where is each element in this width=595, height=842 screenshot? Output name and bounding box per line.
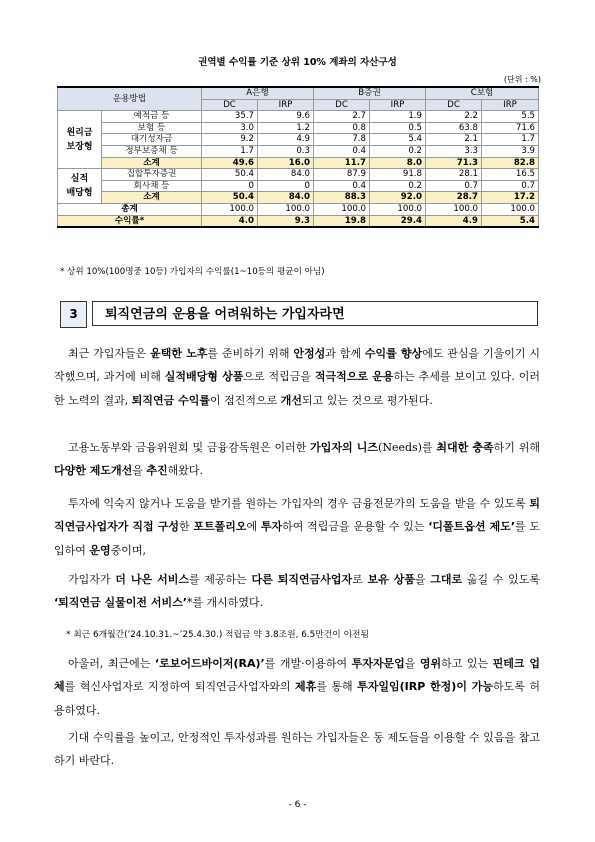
- total-row: [58, 203, 539, 215]
- cell: 3.9: [482, 145, 539, 157]
- cell: 9.3: [258, 215, 314, 227]
- cell: 28.1: [426, 169, 482, 181]
- subheader: DC: [426, 99, 482, 111]
- bold-text: 보유 상품: [367, 573, 415, 586]
- cell: 19.8: [314, 215, 370, 227]
- text: 한: [179, 520, 194, 534]
- cell: 0: [258, 180, 314, 192]
- cell: 100.0: [258, 203, 314, 215]
- bold-text: 다양한 제도개선: [54, 464, 133, 478]
- text: 가입자가: [68, 573, 116, 586]
- subheader: IRP: [370, 99, 426, 111]
- total-label: 총계: [58, 203, 202, 215]
- bold-text: 영위: [419, 657, 442, 670]
- text: 을: [414, 573, 431, 586]
- text: 하는 추세를 보이고 있다. 이러한 노력의 결과,: [54, 370, 540, 407]
- subheader: IRP: [258, 99, 314, 111]
- bold-text: 더 나은 서비스: [115, 573, 189, 586]
- cell: 0.4: [314, 180, 370, 192]
- group-label: 실적 배당형: [66, 174, 93, 199]
- bold-text: 적극적으로 운용: [314, 370, 394, 384]
- paragraph-5: [54, 652, 540, 722]
- text: 하여 적립금을 운용할 수 있는: [282, 520, 429, 534]
- cell: 50.4: [202, 192, 258, 204]
- cell: 84.0: [258, 169, 314, 181]
- cell: 63.8: [426, 122, 482, 134]
- row-label: 보험 등: [102, 122, 202, 134]
- group-label: 원리금 보장형: [66, 127, 93, 152]
- bold-text: 핀테크 업체: [54, 657, 541, 694]
- row-label: 회사채 등: [102, 180, 202, 192]
- bold-text: 최대한 충족: [436, 441, 494, 454]
- cell: 4.9: [426, 215, 482, 227]
- text: 를 제공하는: [188, 573, 252, 586]
- cell: 100.0: [426, 203, 482, 215]
- table-row: [58, 122, 539, 134]
- asset-composition-table: [57, 86, 539, 228]
- cell: 88.3: [314, 192, 370, 204]
- bold-text: 가입자의 니즈: [310, 441, 379, 454]
- bold-text: 윤택한 노후: [150, 347, 208, 360]
- text: 를 혁신사업자로 지정하여 퇴직연금사업자와의: [64, 680, 296, 694]
- bold-text: 투자일임(IRP 한정)이 가능: [357, 680, 493, 694]
- cell: 11.7: [314, 157, 370, 169]
- text: 하도록 허용하였다.: [54, 680, 540, 717]
- cell: 0.2: [370, 180, 426, 192]
- bold-text: 투자자문업: [351, 657, 405, 670]
- cell: 82.8: [482, 157, 539, 169]
- cell: 5.4: [482, 215, 539, 227]
- text: 을: [132, 464, 147, 478]
- cell: 49.6: [202, 157, 258, 169]
- cell: 2.7: [314, 111, 370, 123]
- cell: 5.4: [370, 134, 426, 146]
- group-guaranteed: [58, 111, 102, 169]
- row-label: 정부보증채 등: [102, 145, 202, 157]
- text: 옮길 수 있도록: [462, 573, 540, 586]
- cell: 84.0: [258, 192, 314, 204]
- text: 을: [404, 657, 420, 670]
- bold-text: 운영: [89, 543, 111, 557]
- cell: 1.7: [482, 134, 539, 146]
- paragraph-3: [54, 492, 540, 562]
- text: 이 점진적으로: [209, 393, 281, 407]
- table-row: [58, 145, 539, 157]
- cell: 1.2: [258, 122, 314, 134]
- cell: 16.0: [258, 157, 314, 169]
- text: 하기 위해: [493, 441, 540, 454]
- unit-label: (단위 : %): [503, 75, 541, 84]
- table-footnote: * 상위 10%(100명중 10등) 가입자의 수익률(1~10등의 평균이 아님): [60, 267, 325, 277]
- subtotal-row: [58, 157, 539, 169]
- text: 최근 가입자들은: [68, 347, 151, 360]
- table-title: 권역별 수익률 기준 상위 10% 계좌의 자산구성: [198, 57, 397, 68]
- row-label: 예적금 등: [102, 111, 202, 123]
- cell: 91.8: [370, 169, 426, 181]
- cell: 92.0: [370, 192, 426, 204]
- subheader: DC: [202, 99, 258, 111]
- cell: 0.7: [426, 180, 482, 192]
- cell: 0.5: [370, 122, 426, 134]
- bold-text: 퇴직연금사업자가 직접 구성: [54, 497, 540, 534]
- subheader: IRP: [482, 99, 539, 111]
- cell: 71.6: [482, 122, 539, 134]
- text: 를 준비하기 위해: [207, 347, 294, 360]
- text: 과 함께: [325, 347, 365, 360]
- cell: 16.5: [482, 169, 539, 181]
- cell: 100.0: [314, 203, 370, 215]
- cell: 2.1: [426, 134, 482, 146]
- text: 하고 있는: [441, 657, 493, 670]
- yield-row: [58, 215, 539, 227]
- cell: 4.0: [202, 215, 258, 227]
- cell: 8.0: [370, 157, 426, 169]
- text: 고용노동부와 금융위원회 및 금융감독원은 이러한: [68, 441, 311, 454]
- table-row: [58, 111, 539, 123]
- bold-text: ‘디폴트옵션 제도’: [428, 520, 516, 534]
- cell: 0.3: [258, 145, 314, 157]
- cell: 3.3: [426, 145, 482, 157]
- row-label: 대기성자금: [102, 134, 202, 146]
- text: 에: [246, 520, 261, 534]
- section-number: 3: [60, 301, 87, 328]
- bold-text: 개선: [280, 393, 302, 407]
- cell: 28.7: [426, 192, 482, 204]
- text: 에도 관심을 기울이기 시작했으며, 과거에 비해: [54, 347, 541, 384]
- bold-text: 안정성: [293, 347, 326, 360]
- text: 중이며,: [110, 543, 147, 557]
- paragraph-6: [54, 726, 540, 773]
- table-row: [58, 169, 539, 181]
- row-label: 소계: [102, 157, 202, 169]
- bold-text: 다른 퇴직연금사업자: [251, 573, 353, 586]
- text: 를 도입하여: [54, 520, 541, 557]
- bold-text: 제휴: [295, 680, 317, 694]
- page-number: - 6 -: [288, 800, 307, 810]
- provider-b-header: B증권: [314, 87, 426, 99]
- paragraph-2: [54, 436, 540, 483]
- cell: 1.9: [370, 111, 426, 123]
- cell: 7.8: [314, 134, 370, 146]
- cell: 5.5: [482, 111, 539, 123]
- cell: 100.0: [482, 203, 539, 215]
- table-row: [58, 180, 539, 192]
- cell: 100.0: [370, 203, 426, 215]
- cell: 1.7: [202, 145, 258, 157]
- table-row: [58, 134, 539, 146]
- cell: 0.2: [370, 145, 426, 157]
- cell: 0.8: [314, 122, 370, 134]
- cell: 100.0: [202, 203, 258, 215]
- cell: 3.0: [202, 122, 258, 134]
- section-title: 퇴직연금의 운용을 어려워하는 가입자라면: [92, 301, 538, 326]
- row-label: 소계: [102, 192, 202, 204]
- subtotal-row: [58, 192, 539, 204]
- bold-text: 퇴직연금 수익률: [131, 393, 210, 407]
- bold-text: 수익률 향상: [364, 347, 423, 360]
- text: 로: [352, 573, 368, 586]
- text: (Needs)를: [378, 441, 437, 454]
- cell: 2.2: [426, 111, 482, 123]
- row-label: 집합투자증권: [102, 169, 202, 181]
- bold-text: 투자: [260, 520, 283, 534]
- bold-text: 포트폴리오: [193, 520, 247, 534]
- cell: 87.9: [314, 169, 370, 181]
- text: 기대 수익률을 높이고, 안정적인 투자성과를 원하는 가입자들은 동 제도들을 이용할 수 있음을 참고하기 바란다.: [54, 731, 540, 768]
- yield-label: 수익률*: [58, 215, 202, 227]
- cell: 0.7: [482, 180, 539, 192]
- text: 를 개발·이용하여: [264, 657, 352, 670]
- text: 아울러, 최근에는: [68, 657, 155, 670]
- transfer-note: * 최근 6개월간(’24.10.31.~’25.4.30.) 적립금 약 3.8조원, 6.5만건이 이전됨: [66, 630, 369, 640]
- method-header: 운용방법: [58, 87, 202, 111]
- provider-a-header: A은행: [202, 87, 314, 99]
- text: 해왔다.: [167, 464, 203, 478]
- provider-c-header: C보험: [426, 87, 539, 99]
- bold-text: ‘퇴직연금 실물이전 서비스’: [54, 596, 187, 610]
- subheader: DC: [314, 99, 370, 111]
- bold-text: ‘로보어드바이저(RA)’: [154, 657, 265, 670]
- text: 를 통해: [316, 680, 358, 694]
- bold-text: 실적배당형 상품: [164, 370, 244, 384]
- cell: 9.6: [258, 111, 314, 123]
- cell: 17.2: [482, 192, 539, 204]
- cell: 0: [202, 180, 258, 192]
- cell: 4.9: [258, 134, 314, 146]
- cell: 0.4: [314, 145, 370, 157]
- paragraph-1: [54, 342, 540, 412]
- text: 으로 적립금을: [243, 370, 315, 384]
- cell: 9.2: [202, 134, 258, 146]
- bold-text: 추진: [146, 464, 168, 478]
- cell: 29.4: [370, 215, 426, 227]
- text: *를 개시하였다.: [186, 596, 264, 610]
- cell: 71.3: [426, 157, 482, 169]
- text: 되고 있는 것으로 평가된다.: [301, 393, 433, 407]
- text: 투자에 익숙지 않거나 도움을 받기를 원하는 가입자의 경우 금융전문가의 도움을 받을 수 있도록: [68, 497, 530, 510]
- bold-text: 그대로: [430, 573, 463, 586]
- cell: 50.4: [202, 169, 258, 181]
- group-performance: [58, 169, 102, 204]
- cell: 35.7: [202, 111, 258, 123]
- paragraph-4: [54, 568, 540, 615]
